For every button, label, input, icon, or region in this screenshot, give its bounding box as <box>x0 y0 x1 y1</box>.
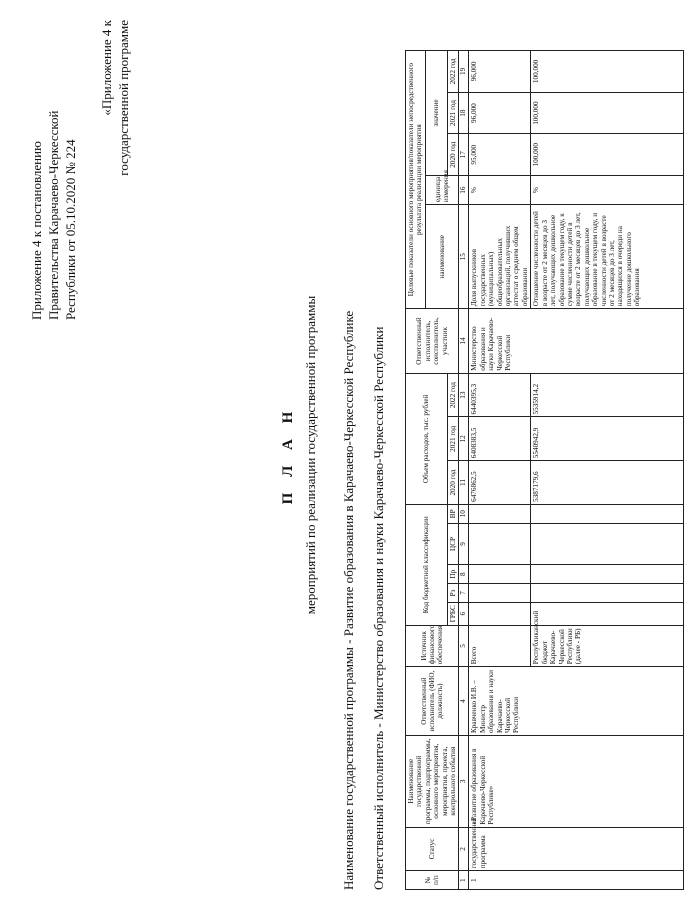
column-number: 12 <box>459 417 469 461</box>
approval-line: Приложение 4 к постановлению <box>29 141 44 320</box>
header-expenses: Объем расходов, тыс. рублей <box>406 373 448 504</box>
indicator-2-unit: % <box>531 176 684 205</box>
indicator-1-2020: 95,000 <box>469 134 531 176</box>
indicator-1-unit: % <box>469 176 531 205</box>
appendix-line: «Приложение 4 к <box>99 20 114 116</box>
indicator-2-2022: 100,000 <box>531 51 684 93</box>
header-2022: 2022 год <box>448 373 459 417</box>
column-number-row <box>459 51 469 890</box>
column-number: 13 <box>459 373 469 417</box>
row-executor: Кравченко И.В. – Министр образования и науки Карачаево-Черкесской Республики <box>469 667 684 736</box>
header-status: Статус <box>406 827 459 871</box>
column-number: 11 <box>459 461 469 505</box>
indicator-1-2021: 96,000 <box>469 92 531 134</box>
indicator-2-2021: 100,000 <box>531 92 684 134</box>
column-number: 4 <box>459 667 469 736</box>
indicator-2-2020: 100,000 <box>531 134 684 176</box>
header-num: № п/п <box>406 871 459 890</box>
column-number: 15 <box>459 205 469 309</box>
header-grbs: ГРБС <box>448 602 459 625</box>
column-number: 14 <box>459 309 469 374</box>
header-value-2022: 2022 год <box>448 51 459 93</box>
total-2021: 6408383,5 <box>469 417 531 461</box>
header-rz: Рз <box>448 584 459 603</box>
approval-line: Республики от 05.10.2020 № 224 <box>63 139 78 320</box>
header-csr: ЦСР <box>448 523 459 565</box>
plan-table <box>405 50 684 890</box>
indicator-1-2022: 96,000 <box>469 51 531 93</box>
row-name: «Развитие образования в Карачаево-Черкесской Республике» <box>469 735 684 827</box>
header-pr: Пр <box>448 565 459 584</box>
row-source-total: Всего <box>469 625 531 667</box>
row-num: 1 <box>469 871 684 890</box>
rb-2020: 5387179,6 <box>531 461 684 505</box>
total-2020: 6476862,5 <box>469 461 531 505</box>
row-source-rb: Республиканский бюджет Карачаево-Черкесской Республики (далее - РБ) <box>531 625 684 667</box>
approval-line: Правительства Карачаево-Черкесской <box>46 110 61 320</box>
header-name: Наименование государственной программы, подпрограммы, основного мероприятия, мероприятия, проекта, контрольного события <box>406 735 459 827</box>
header-ind-name: наименование <box>425 205 459 309</box>
document-title <box>280 20 319 890</box>
indicator-2-name: Отношение численности детей в возрасте от 2 месяцев до 3 лет, получающих дошкольное образование в текущем году, к сумме численности детей в возрасте от 2 месяцев до 3 лет, получающих дошкольное образование в текущем году, и численности детей в возрасте от 2 месяцев до 3 лет, находящихся в очереди на получение дошкольного образования <box>531 205 684 309</box>
header-2021: 2021 год <box>448 417 459 461</box>
rb-2022: 5535914,2 <box>531 373 684 417</box>
header-value-2020: 2020 год <box>448 134 459 176</box>
header-budget-class: Код бюджетной классификации <box>406 504 448 625</box>
header-2020: 2020 год <box>448 461 459 505</box>
rb-2021: 5540942,9 <box>531 417 684 461</box>
header-indicators: Целевые показатели основного мероприятия/показатели непосредственного результата реализации мероприятия <box>406 51 426 309</box>
column-number: 19 <box>459 51 469 93</box>
header-value: значение <box>425 51 447 176</box>
column-number: 5 <box>459 625 469 667</box>
header-value-2021: 2021 год <box>448 92 459 134</box>
column-number: 1 <box>459 871 469 890</box>
table-row <box>469 51 531 890</box>
responsible-executor: Ответственный исполнитель - Министерство образования и науки Карачаево-Черкесской Республики <box>371 326 386 890</box>
indicator-1-name: Доля выпускников государственных (муниципальных) общеобразовательных организаций, получивших аттестат о среднем общем образовании <box>469 205 531 309</box>
column-number: 2 <box>459 827 469 871</box>
row-resp-exec: Министерство образования и науки Карачаево-Черкесской Республики <box>469 309 684 374</box>
column-number: 7 <box>459 584 469 603</box>
header-resp-exec: Ответственный исполнитель, соисполнитель, участник <box>406 309 459 374</box>
column-number: 3 <box>459 735 469 827</box>
column-number: 18 <box>459 92 469 134</box>
rotated-landscape-sheet <box>20 20 642 890</box>
title-sub: мероприятий по реализации государственной программы <box>303 295 318 615</box>
column-number: 6 <box>459 602 469 625</box>
column-number: 8 <box>459 565 469 584</box>
approval-block <box>28 20 79 320</box>
appendix-block <box>98 20 132 290</box>
row-status: государственная программа <box>469 827 684 871</box>
title-main: П Л А Н <box>280 405 296 505</box>
header-source: Источник финансового обеспечения <box>406 625 459 667</box>
column-number: 9 <box>459 523 469 565</box>
program-name: Наименование государственной программы - Развитие образования в Карачаево-Черкесской Республике <box>341 310 356 890</box>
header-unit: единица измерения <box>425 176 459 205</box>
column-number: 10 <box>459 504 469 523</box>
column-number: 16 <box>459 176 469 205</box>
total-2022: 6440395,3 <box>469 373 531 417</box>
column-number: 17 <box>459 134 469 176</box>
header-executor: Ответственный исполнитель (ФИО, должность) <box>406 667 459 736</box>
appendix-line: государственной программе <box>116 20 131 176</box>
header-vr: ВР <box>448 504 459 523</box>
